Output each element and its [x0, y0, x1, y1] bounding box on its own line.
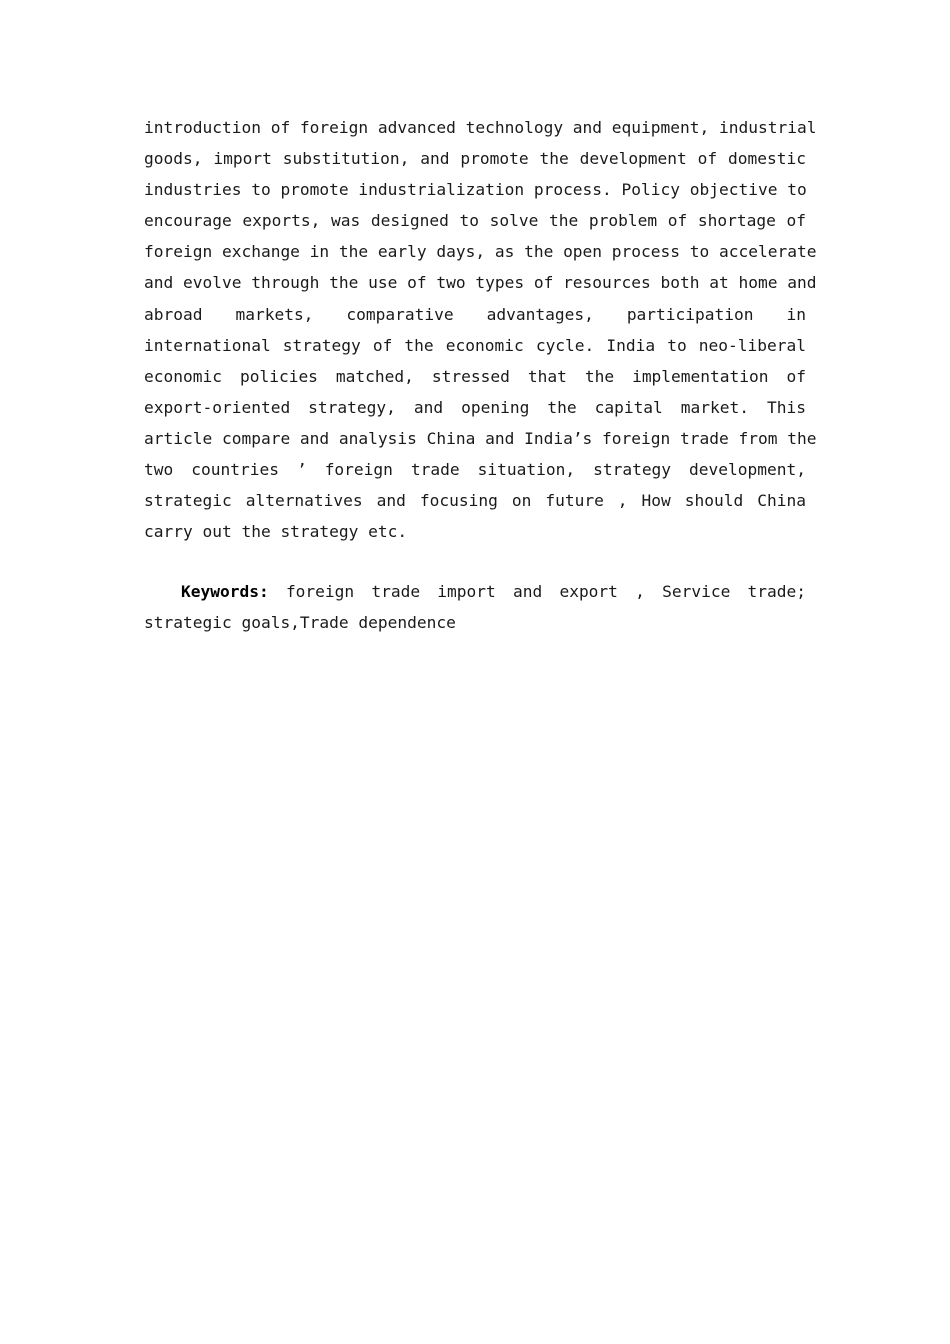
abstract-line: export-oriented strategy, and opening the capital market. This	[144, 397, 806, 417]
abstract-line: strategic alternatives and focusing on future , How should China	[144, 491, 806, 511]
abstract-paragraph	[144, 112, 817, 547]
abstract-line: international strategy of the economic cycle. India to neo-liberal	[144, 335, 806, 355]
abstract-line: article compare and analysis China and India’s foreign trade from the	[144, 428, 817, 448]
keywords-section	[144, 576, 806, 638]
keywords-label: Keywords:	[181, 582, 269, 602]
abstract-line: carry out the strategy etc.	[144, 522, 408, 542]
abstract-line: two countries ’ foreign trade situation, strategy development,	[144, 460, 806, 480]
abstract-line: economic policies matched, stressed that the implementation of	[144, 366, 806, 386]
abstract-line: foreign exchange in the early days, as the open process to accelerate	[144, 242, 817, 262]
keywords-text: foreign trade import and export , Service trade;	[285, 582, 806, 602]
abstract-line: encourage exports, was designed to solve the problem of shortage of	[144, 211, 806, 231]
keywords-line	[144, 576, 806, 607]
abstract-line: and evolve through the use of two types of resources both at home and	[144, 273, 817, 293]
abstract-line: industries to promote industrialization process. Policy objective to	[144, 180, 807, 200]
keywords-continuation: strategic goals,Trade dependence	[144, 613, 456, 633]
abstract-line: goods, import substitution, and promote the development of domestic	[144, 149, 806, 169]
abstract-line: introduction of foreign advanced technology and equipment, industrial	[144, 118, 817, 137]
abstract-line: abroad markets, comparative advantages, participation in	[144, 304, 806, 324]
abstract-body	[144, 112, 817, 639]
